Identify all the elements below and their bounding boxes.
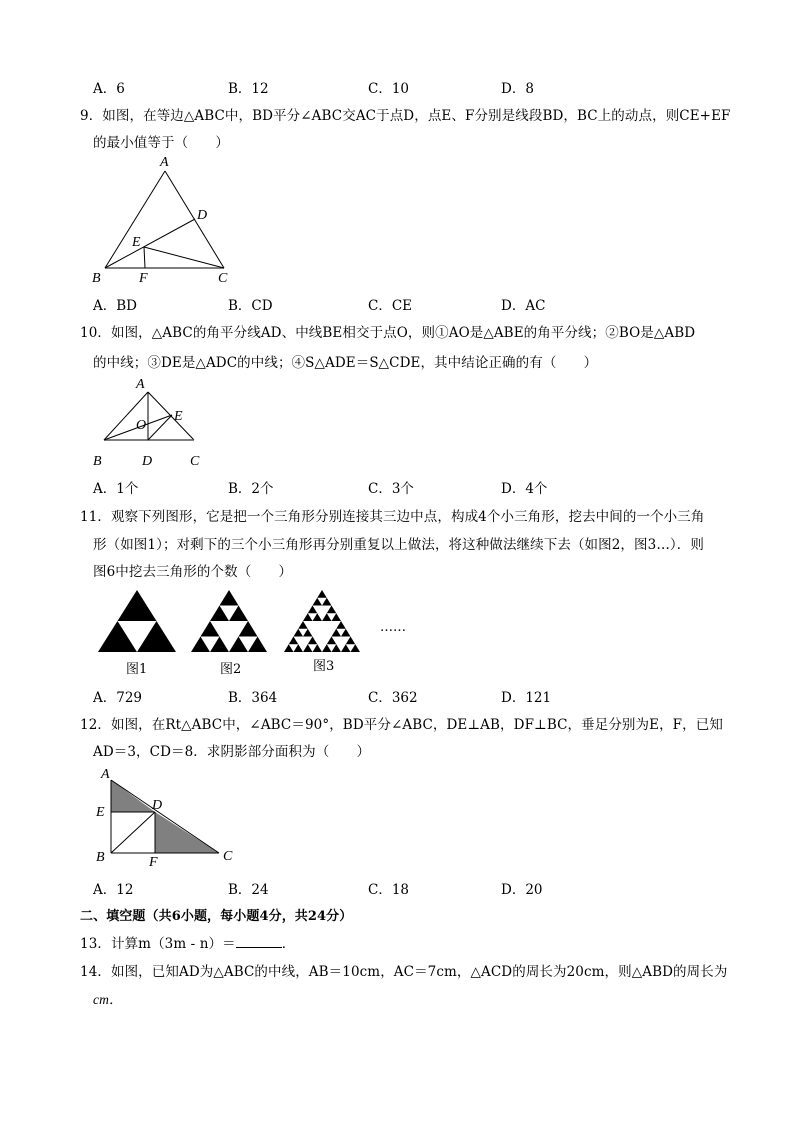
q12-option-a: A．12 xyxy=(93,882,134,898)
q12-option-d: D．20 xyxy=(501,882,543,898)
q9-equilateral-triangle-figure xyxy=(88,152,248,287)
q12-line1 xyxy=(80,713,723,733)
q8-option-b: B．12 xyxy=(228,81,269,97)
q10-number: 10． xyxy=(80,325,111,341)
q12-label-d: D xyxy=(152,798,163,813)
q11-figure-3-label: 图3 xyxy=(313,659,335,674)
q14-text-line1: 如图，已知AD为△ABC的中线，AB＝10cm，AC＝7cm，△ACD的周长为20cm，则△ABD的周长为 xyxy=(110,964,728,980)
q10-line1 xyxy=(80,321,695,341)
q10-text-line1: 如图，△ABC的角平分线AD、中线BE相交于点O，则①AO是△ABE的角平分线；②BO是△ABD xyxy=(110,325,696,341)
q12-text-line2: AD＝3，CD＝8．求阴影部分面积为（ ） xyxy=(93,744,371,760)
q11-figure-3-sierpinski xyxy=(284,590,360,654)
q11-number: 11． xyxy=(80,509,111,525)
q9-text-line2: 的最小值等于（ ） xyxy=(93,135,229,151)
q10-label-o: O xyxy=(136,418,147,433)
q10-option-d: D．4个 xyxy=(501,481,548,497)
q10-label-c: C xyxy=(190,454,200,469)
q11-figure-2-sierpinski xyxy=(191,590,267,654)
q13-period: ． xyxy=(281,936,296,952)
q12-option-c: C．18 xyxy=(368,882,410,898)
q9-label-f: F xyxy=(139,271,148,286)
q10-label-a: A xyxy=(136,377,145,392)
q10-triangle-figure xyxy=(88,373,218,473)
q9-number: 9． xyxy=(80,108,103,124)
q9-option-d: D．AC xyxy=(501,298,546,314)
q12-label-b: B xyxy=(96,850,105,865)
q9-label-e: E xyxy=(132,235,141,250)
q14-line1 xyxy=(80,960,727,980)
q12-number: 12． xyxy=(80,717,111,733)
q11-figure-1-sierpinski xyxy=(98,590,176,654)
q10-option-a: A．1个 xyxy=(93,481,139,497)
q11-figure-1-label: 图1 xyxy=(126,662,148,677)
q11-option-d: D．121 xyxy=(501,690,552,706)
q8-option-a: A．6 xyxy=(93,81,125,97)
q12-label-c: C xyxy=(223,849,233,864)
q11-line1 xyxy=(80,505,704,525)
q9-label-b: B xyxy=(92,271,101,286)
q9-label-c: C xyxy=(218,271,228,286)
q9-option-c: C．CE xyxy=(368,298,413,314)
q9-label-a: A xyxy=(160,155,169,170)
q11-text-line3: 图6中挖去三角形的个数（ ） xyxy=(93,564,293,580)
q12-label-a: A xyxy=(101,767,110,782)
q10-option-c: C．3个 xyxy=(368,481,414,497)
q10-label-b: B xyxy=(93,454,102,469)
question-13 xyxy=(80,932,295,952)
q12-label-f: F xyxy=(149,855,158,870)
q9-option-a: A．BD xyxy=(93,298,137,314)
section-2-heading: 二、填空题（共6小题，每小题4分，共24分） xyxy=(80,909,353,924)
q8-option-d: D．8 xyxy=(501,81,534,97)
q10-label-d: D xyxy=(142,454,153,469)
q13-answer-blank xyxy=(236,935,282,948)
q11-option-b: B．364 xyxy=(228,690,278,706)
q13-text: 计算m（3m - n）＝ xyxy=(110,936,236,952)
q9-option-b: B．CD xyxy=(228,298,273,314)
q13-number: 13． xyxy=(80,936,111,952)
q14-text-line2: cm． xyxy=(93,992,123,1007)
q11-text-line1: 观察下列图形，它是把一个三角形分别连接其三边中点，构成4个小三角形，挖去中间的一个小三角 xyxy=(110,509,705,525)
q10-text-line2: 的中线；③DE是△ADC的中线；④S△ADE＝S△CDE，其中结论正确的有（ ） xyxy=(93,355,598,371)
q11-text-line2: 形（如图1）；对剩下的三个小三角形再分别重复以上做法，将这种做法继续下去（如图2，图3…）．则 xyxy=(93,537,704,553)
q8-option-c: C．10 xyxy=(368,81,410,97)
q9-line1 xyxy=(80,104,731,124)
q12-label-e: E xyxy=(96,805,105,820)
q14-number: 14． xyxy=(80,964,111,980)
q10-option-b: B．2个 xyxy=(228,481,274,497)
q11-option-c: C．362 xyxy=(368,690,418,706)
q11-figure-2-label: 图2 xyxy=(220,662,242,677)
q9-label-d: D xyxy=(197,208,208,223)
q9-text-line1: 如图，在等边△ABC中，BD平分∠ABC交AC于点D，点E、F分别是线段BD，BC上的动点，则CE+EF xyxy=(102,108,731,124)
q11-option-a: A．729 xyxy=(93,690,143,706)
q12-text-line1: 如图，在Rt△ABC中，∠ABC＝90°，BD平分∠ABC，DE⊥AB，DF⊥BC，垂足分别为E，F，已知 xyxy=(110,717,723,733)
q12-option-b: B．24 xyxy=(228,882,269,898)
q12-right-triangle-figure xyxy=(88,763,248,873)
q11-ellipsis: …… xyxy=(380,620,406,635)
q10-label-e: E xyxy=(174,409,183,424)
